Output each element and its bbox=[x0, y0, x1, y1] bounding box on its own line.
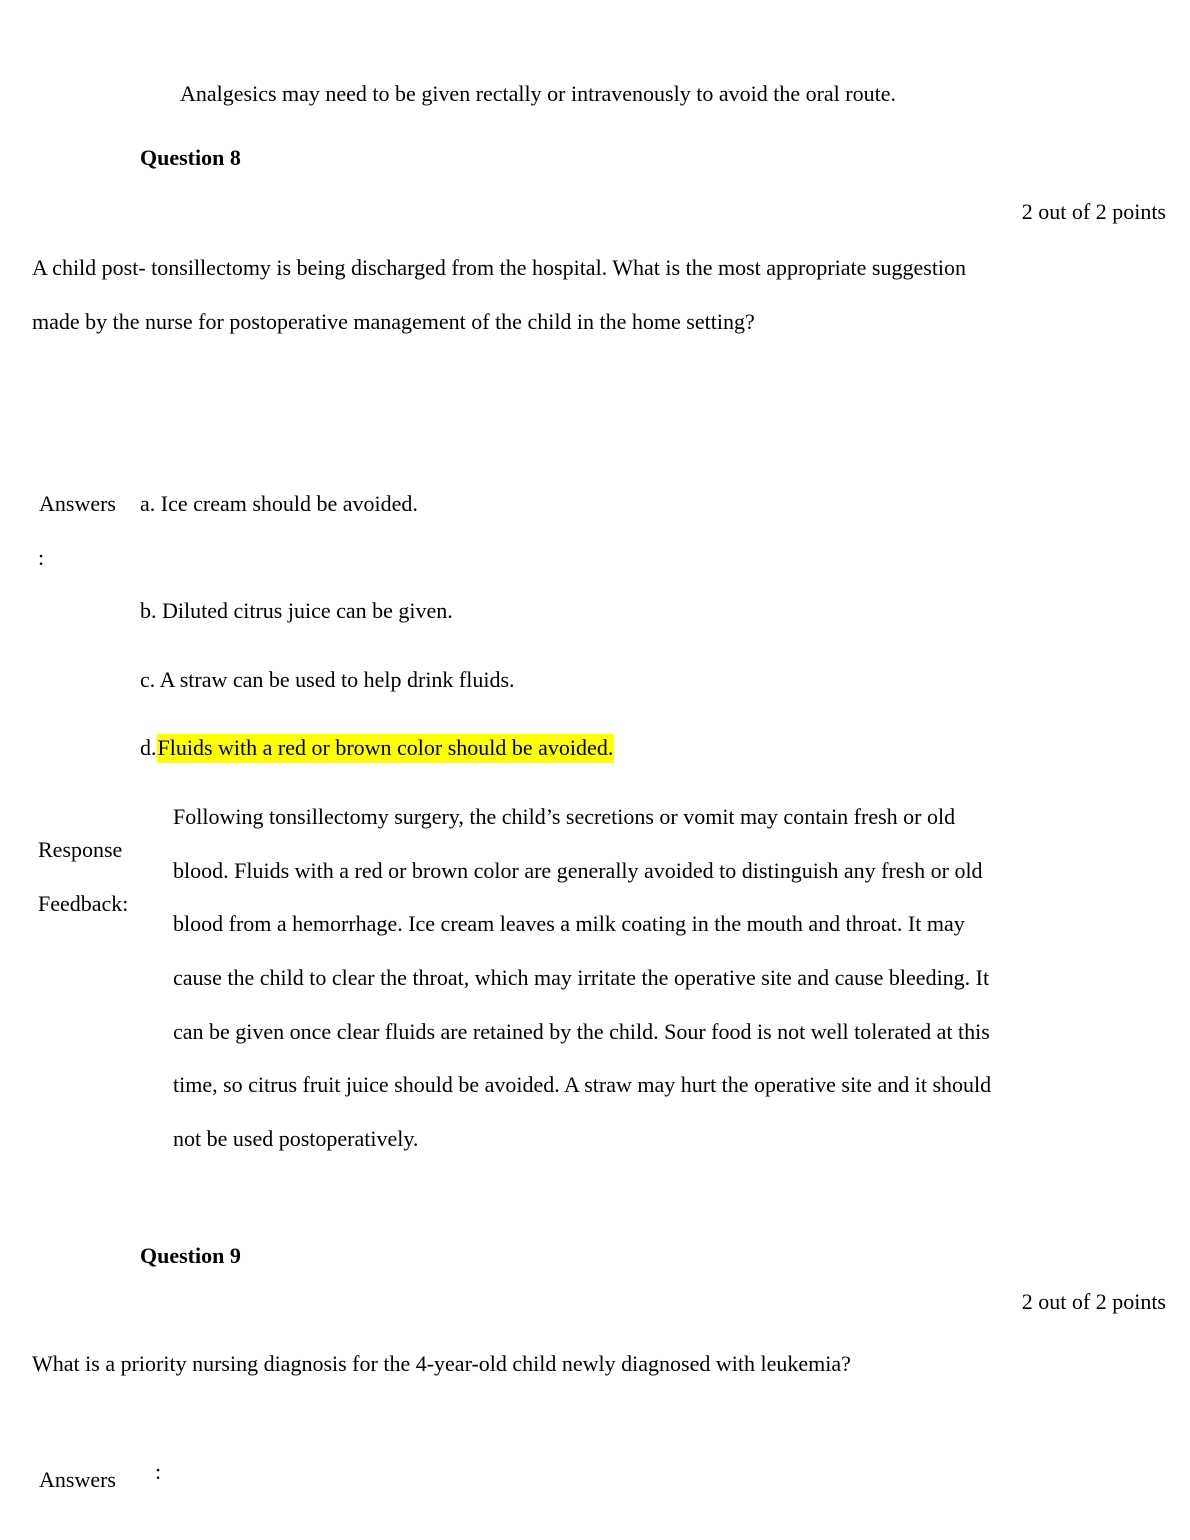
feedback-line-7: not be used postoperatively. bbox=[173, 1126, 419, 1151]
question-9-answers-label: Answers bbox=[39, 1467, 116, 1492]
question-9-heading: Question 9 bbox=[140, 1243, 241, 1268]
answer-option-text: Ice cream should be avoided. bbox=[160, 491, 418, 516]
response-feedback-label-line-2: Feedback: bbox=[38, 891, 129, 916]
question-8-prompt-line-1: A child post- tonsillectomy is being discharged from the hospital. What is the most appropriate suggestion bbox=[32, 255, 967, 280]
question-8-prompt-line-2: made by the nurse for postoperative management of the child in the home setting? bbox=[32, 309, 755, 334]
question-8-answers-colon: : bbox=[38, 545, 45, 570]
feedback-line-2: blood. Fluids with a red or brown color are generally avoided to distinguish any fresh or old bbox=[173, 858, 983, 883]
answer-option-b bbox=[140, 600, 453, 622]
answer-option-d bbox=[140, 737, 614, 759]
answer-option-text: A straw can be used to help drink fluids. bbox=[159, 667, 515, 692]
answer-option-c bbox=[140, 669, 515, 691]
question-8-heading: Question 8 bbox=[140, 145, 241, 170]
previous-feedback-tail: Analgesics may need to be given rectally or intravenously to avoid the oral route. bbox=[180, 81, 896, 106]
question-9-answers-colon: : bbox=[155, 1459, 162, 1484]
question-8-points: 2 out of 2 points bbox=[1021, 199, 1166, 224]
answer-option-text: Diluted citrus juice can be given. bbox=[162, 598, 453, 623]
feedback-line-3: blood from a hemorrhage. Ice cream leaves a milk coating in the mouth and throat. It may bbox=[173, 911, 965, 936]
answer-option-letter: b. bbox=[140, 598, 157, 623]
feedback-line-4: cause the child to clear the throat, which may irritate the operative site and cause bleeding. It bbox=[173, 965, 990, 990]
feedback-line-6: time, so citrus fruit juice should be avoided. A straw may hurt the operative site and it should bbox=[173, 1072, 992, 1097]
answer-option-letter: d. bbox=[140, 735, 157, 760]
answer-option-letter: c. bbox=[140, 667, 156, 692]
feedback-line-5: can be given once clear fluids are retained by the child. Sour food is not well tolerated at this bbox=[173, 1019, 990, 1044]
correct-answer-highlight: Fluids with a red or brown color should be avoided. bbox=[157, 734, 615, 763]
response-feedback-label-line-1: Response bbox=[38, 837, 123, 862]
answer-option-letter: a. bbox=[140, 491, 156, 516]
answer-option-a bbox=[140, 493, 418, 515]
feedback-line-1: Following tonsillectomy surgery, the child’s secretions or vomit may contain fresh or old bbox=[173, 804, 956, 829]
question-9-points: 2 out of 2 points bbox=[1021, 1289, 1166, 1314]
question-9-prompt: What is a priority nursing diagnosis for the 4-year-old child newly diagnosed with leukemia? bbox=[32, 1351, 851, 1376]
question-8-answers-label: Answers bbox=[39, 491, 116, 516]
